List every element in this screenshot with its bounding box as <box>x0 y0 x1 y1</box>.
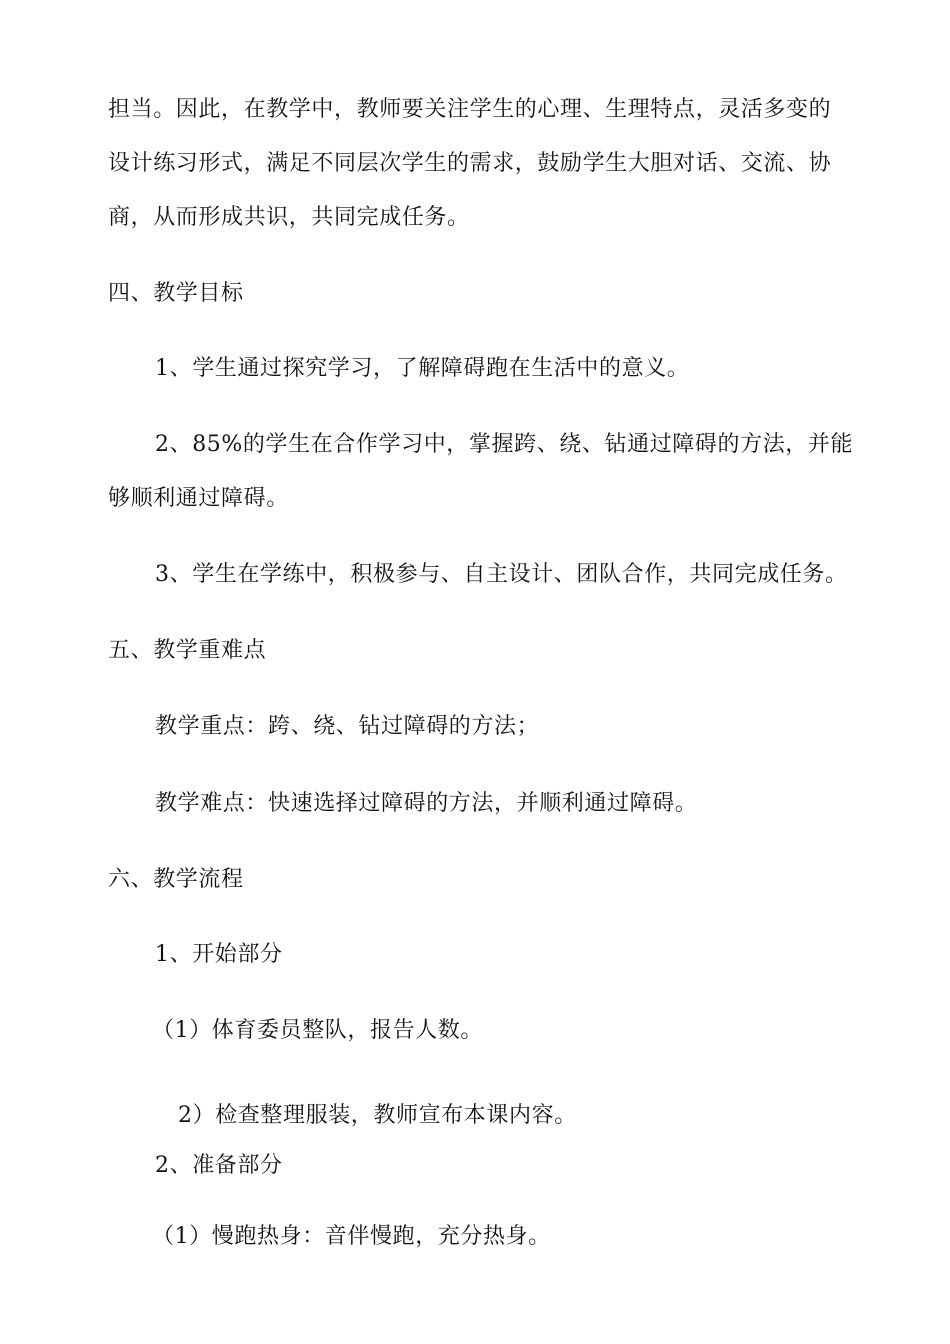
paragraph-line: 教学重点：跨、绕、钻过障碍的方法； <box>155 714 540 739</box>
section-heading: 五、教学重难点 <box>108 638 267 663</box>
list-item-continuation: 够顺利通过障碍。 <box>108 486 289 511</box>
list-item: 2）检查整理服装，教师宣布本课内容。 <box>178 1103 577 1128</box>
list-item: 1、学生通过探究学习，了解障碍跑在生活中的意义。 <box>155 356 690 381</box>
paragraph-line: 教学难点：快速选择过障碍的方法，并顺利通过障碍。 <box>155 791 698 816</box>
list-item: （1）慢跑热身：音伴慢跑，充分热身。 <box>152 1224 551 1249</box>
subsection-heading: 2、准备部分 <box>155 1153 283 1178</box>
list-item: （1）体育委员整队，报告人数。 <box>152 1018 483 1043</box>
section-heading: 六、教学流程 <box>108 867 244 892</box>
list-item: 3、学生在学练中，积极参与、自主设计、团队合作，共同完成任务。 <box>155 562 848 587</box>
paragraph-line: 商，从而形成共识，共同完成任务。 <box>108 205 470 230</box>
paragraph-line: 设计练习形式，满足不同层次学生的需求，鼓励学生大胆对话、交流、协 <box>108 151 832 176</box>
subsection-heading: 1、开始部分 <box>155 942 283 967</box>
list-item: 2、85%的学生在合作学习中，掌握跨、绕、钻通过障碍的方法，并能 <box>155 432 854 457</box>
paragraph-line: 担当。因此，在教学中，教师要关注学生的心理、生理特点，灵活多变的 <box>108 97 832 122</box>
section-heading: 四、教学目标 <box>108 281 244 306</box>
